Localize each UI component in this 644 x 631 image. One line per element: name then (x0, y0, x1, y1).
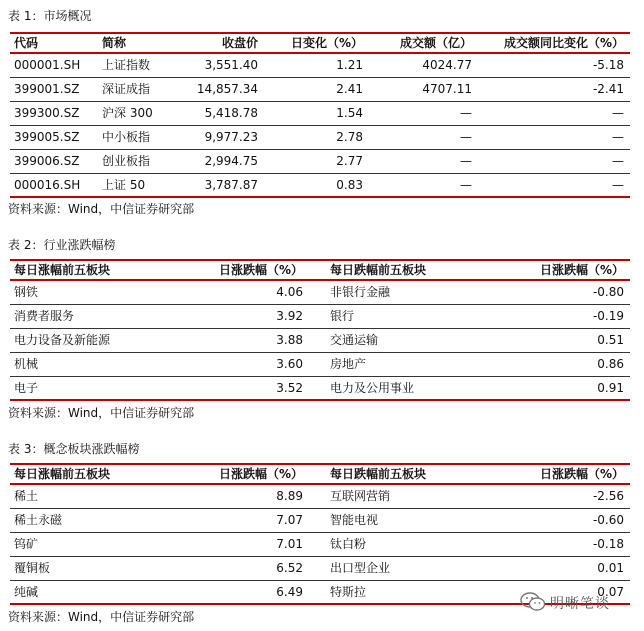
table-cell: 14,857.34 (196, 82, 258, 96)
column-header: 每日跌幅前五板块 (330, 467, 427, 481)
column-header: 日涨跌幅（%） (218, 467, 303, 481)
table-header-row (10, 463, 630, 485)
column-header: 成交额同比变化（%） (503, 36, 624, 50)
table-row (10, 509, 630, 533)
table-cell: 互联网营销 (330, 489, 391, 503)
industry-ranking-table (10, 259, 630, 401)
table-cell: — (460, 130, 472, 144)
table-cell: 9,977.23 (204, 130, 258, 144)
table-cell: 钢铁 (14, 285, 39, 299)
table-cell: 4024.77 (422, 58, 472, 72)
table-cell: 电力及公用事业 (330, 381, 415, 395)
table2-source: 资料来源：Wind，中信证券研究部 (8, 406, 195, 420)
table-cell: 2.77 (336, 154, 363, 168)
table-cell: 深证成指 (102, 82, 151, 96)
table-cell: 覆铜板 (14, 561, 51, 575)
column-header: 成交额（亿） (399, 36, 472, 50)
table-cell: 创业板指 (102, 154, 151, 168)
table-cell: 399300.SZ (14, 106, 80, 120)
table-row (10, 126, 630, 150)
column-header: 收盘价 (221, 36, 258, 50)
table-row (10, 305, 630, 329)
table-cell: 399001.SZ (14, 82, 80, 96)
table-cell: 3.60 (276, 357, 303, 371)
column-header: 每日涨幅前五板块 (14, 263, 111, 277)
table-row (10, 78, 630, 102)
table-cell: 0.86 (597, 357, 624, 371)
table-cell: 000016.SH (14, 178, 81, 192)
table-cell: -2.41 (592, 82, 624, 96)
table-cell: 非银行金融 (330, 285, 391, 299)
table-cell: 3.52 (276, 381, 303, 395)
table-cell: 纯碱 (14, 585, 39, 599)
table-cell: 上证 50 (102, 178, 146, 192)
table-cell: 2.41 (336, 82, 363, 96)
table-cell: 7.01 (276, 537, 303, 551)
table-row (10, 353, 630, 377)
table-cell: 电力设备及新能源 (14, 333, 111, 347)
table-cell: — (612, 106, 624, 120)
table-cell: 399006.SZ (14, 154, 80, 168)
table-cell: — (460, 154, 472, 168)
concept-ranking-table (10, 463, 630, 605)
table-cell: -0.19 (592, 309, 624, 323)
table-cell: 沪深 300 (102, 106, 153, 120)
table-row (10, 150, 630, 174)
table-cell: 0.83 (336, 178, 363, 192)
table-cell: 3.92 (276, 309, 303, 323)
table-cell: 中小板指 (102, 130, 151, 144)
table-cell: -0.60 (592, 513, 624, 527)
table-header-row (10, 32, 630, 54)
table-row (10, 557, 630, 581)
table-cell: 2.78 (336, 130, 363, 144)
table-cell: 机械 (14, 357, 39, 371)
table-row (10, 485, 630, 509)
table-cell: 特斯拉 (330, 585, 367, 599)
table-cell: 399005.SZ (14, 130, 80, 144)
table-cell: -0.80 (592, 285, 624, 299)
table-cell: 2,994.75 (204, 154, 258, 168)
table-cell: -5.18 (592, 58, 624, 72)
table-cell: 000001.SH (14, 58, 81, 72)
table-cell: — (460, 178, 472, 192)
table-cell: 上证指数 (102, 58, 151, 72)
table1-source: 资料来源：Wind，中信证券研究部 (8, 202, 195, 216)
watermark-text: 明晰笔谈 (550, 596, 610, 612)
table-cell: 稀土永磁 (14, 513, 63, 527)
table-header-row (10, 259, 630, 281)
watermark (520, 590, 634, 614)
market-overview-table (10, 32, 630, 198)
table-cell: 3,787.87 (204, 178, 258, 192)
table-cell: 1.54 (336, 106, 363, 120)
table-row (10, 533, 630, 557)
table-cell: — (612, 178, 624, 192)
table-cell: 3,551.40 (204, 58, 258, 72)
table-cell: 0.01 (597, 561, 624, 575)
table-cell: 银行 (330, 309, 355, 323)
column-header: 简称 (102, 36, 127, 50)
table-cell: 稀土 (14, 489, 39, 503)
table-cell: — (460, 106, 472, 120)
column-header: 日涨跌幅（%） (539, 467, 624, 481)
table-cell: 8.89 (276, 489, 303, 503)
table-cell: 7.07 (276, 513, 303, 527)
table-cell: 钨矿 (14, 537, 39, 551)
table-cell: 消费者服务 (14, 309, 75, 323)
column-header: 日变化（%） (290, 36, 363, 50)
table-cell: 0.51 (597, 333, 624, 347)
table-cell: 4707.11 (422, 82, 472, 96)
table-row (10, 377, 630, 401)
table-cell: — (612, 130, 624, 144)
table2-caption: 表 2：行业涨跌幅榜 (8, 238, 116, 252)
table-cell: 6.52 (276, 561, 303, 575)
table-cell: 智能电视 (330, 513, 379, 527)
column-header: 代码 (14, 36, 39, 50)
column-header: 每日涨幅前五板块 (14, 467, 111, 481)
table-cell: -0.18 (592, 537, 624, 551)
table-cell: 6.49 (276, 585, 303, 599)
table-row (10, 281, 630, 305)
table-cell: 交通运输 (330, 333, 379, 347)
table-cell: 电子 (14, 381, 39, 395)
table1-caption: 表 1：市场概况 (8, 9, 92, 23)
table-row (10, 102, 630, 126)
table3-source: 资料来源：Wind，中信证券研究部 (8, 610, 195, 624)
table-cell: 钛白粉 (330, 537, 367, 551)
table-row (10, 54, 630, 78)
table-cell: 3.88 (276, 333, 303, 347)
table-cell: 0.07 (597, 585, 624, 599)
table-cell: 0.91 (597, 381, 624, 395)
table-cell: 1.21 (336, 58, 363, 72)
table-cell: 4.06 (276, 285, 303, 299)
table-row (10, 329, 630, 353)
table-row (10, 174, 630, 198)
wechat-icon (520, 591, 546, 613)
table-cell: — (612, 154, 624, 168)
column-header: 每日跌幅前五板块 (330, 263, 427, 277)
table-cell: 5,418.78 (204, 106, 258, 120)
table-cell: -2.56 (592, 489, 624, 503)
table3-caption: 表 3：概念板块涨跌幅榜 (8, 442, 140, 456)
column-header: 日涨跌幅（%） (539, 263, 624, 277)
table-cell: 出口型企业 (330, 561, 391, 575)
table-cell: 房地产 (330, 357, 367, 371)
column-header: 日涨跌幅（%） (218, 263, 303, 277)
